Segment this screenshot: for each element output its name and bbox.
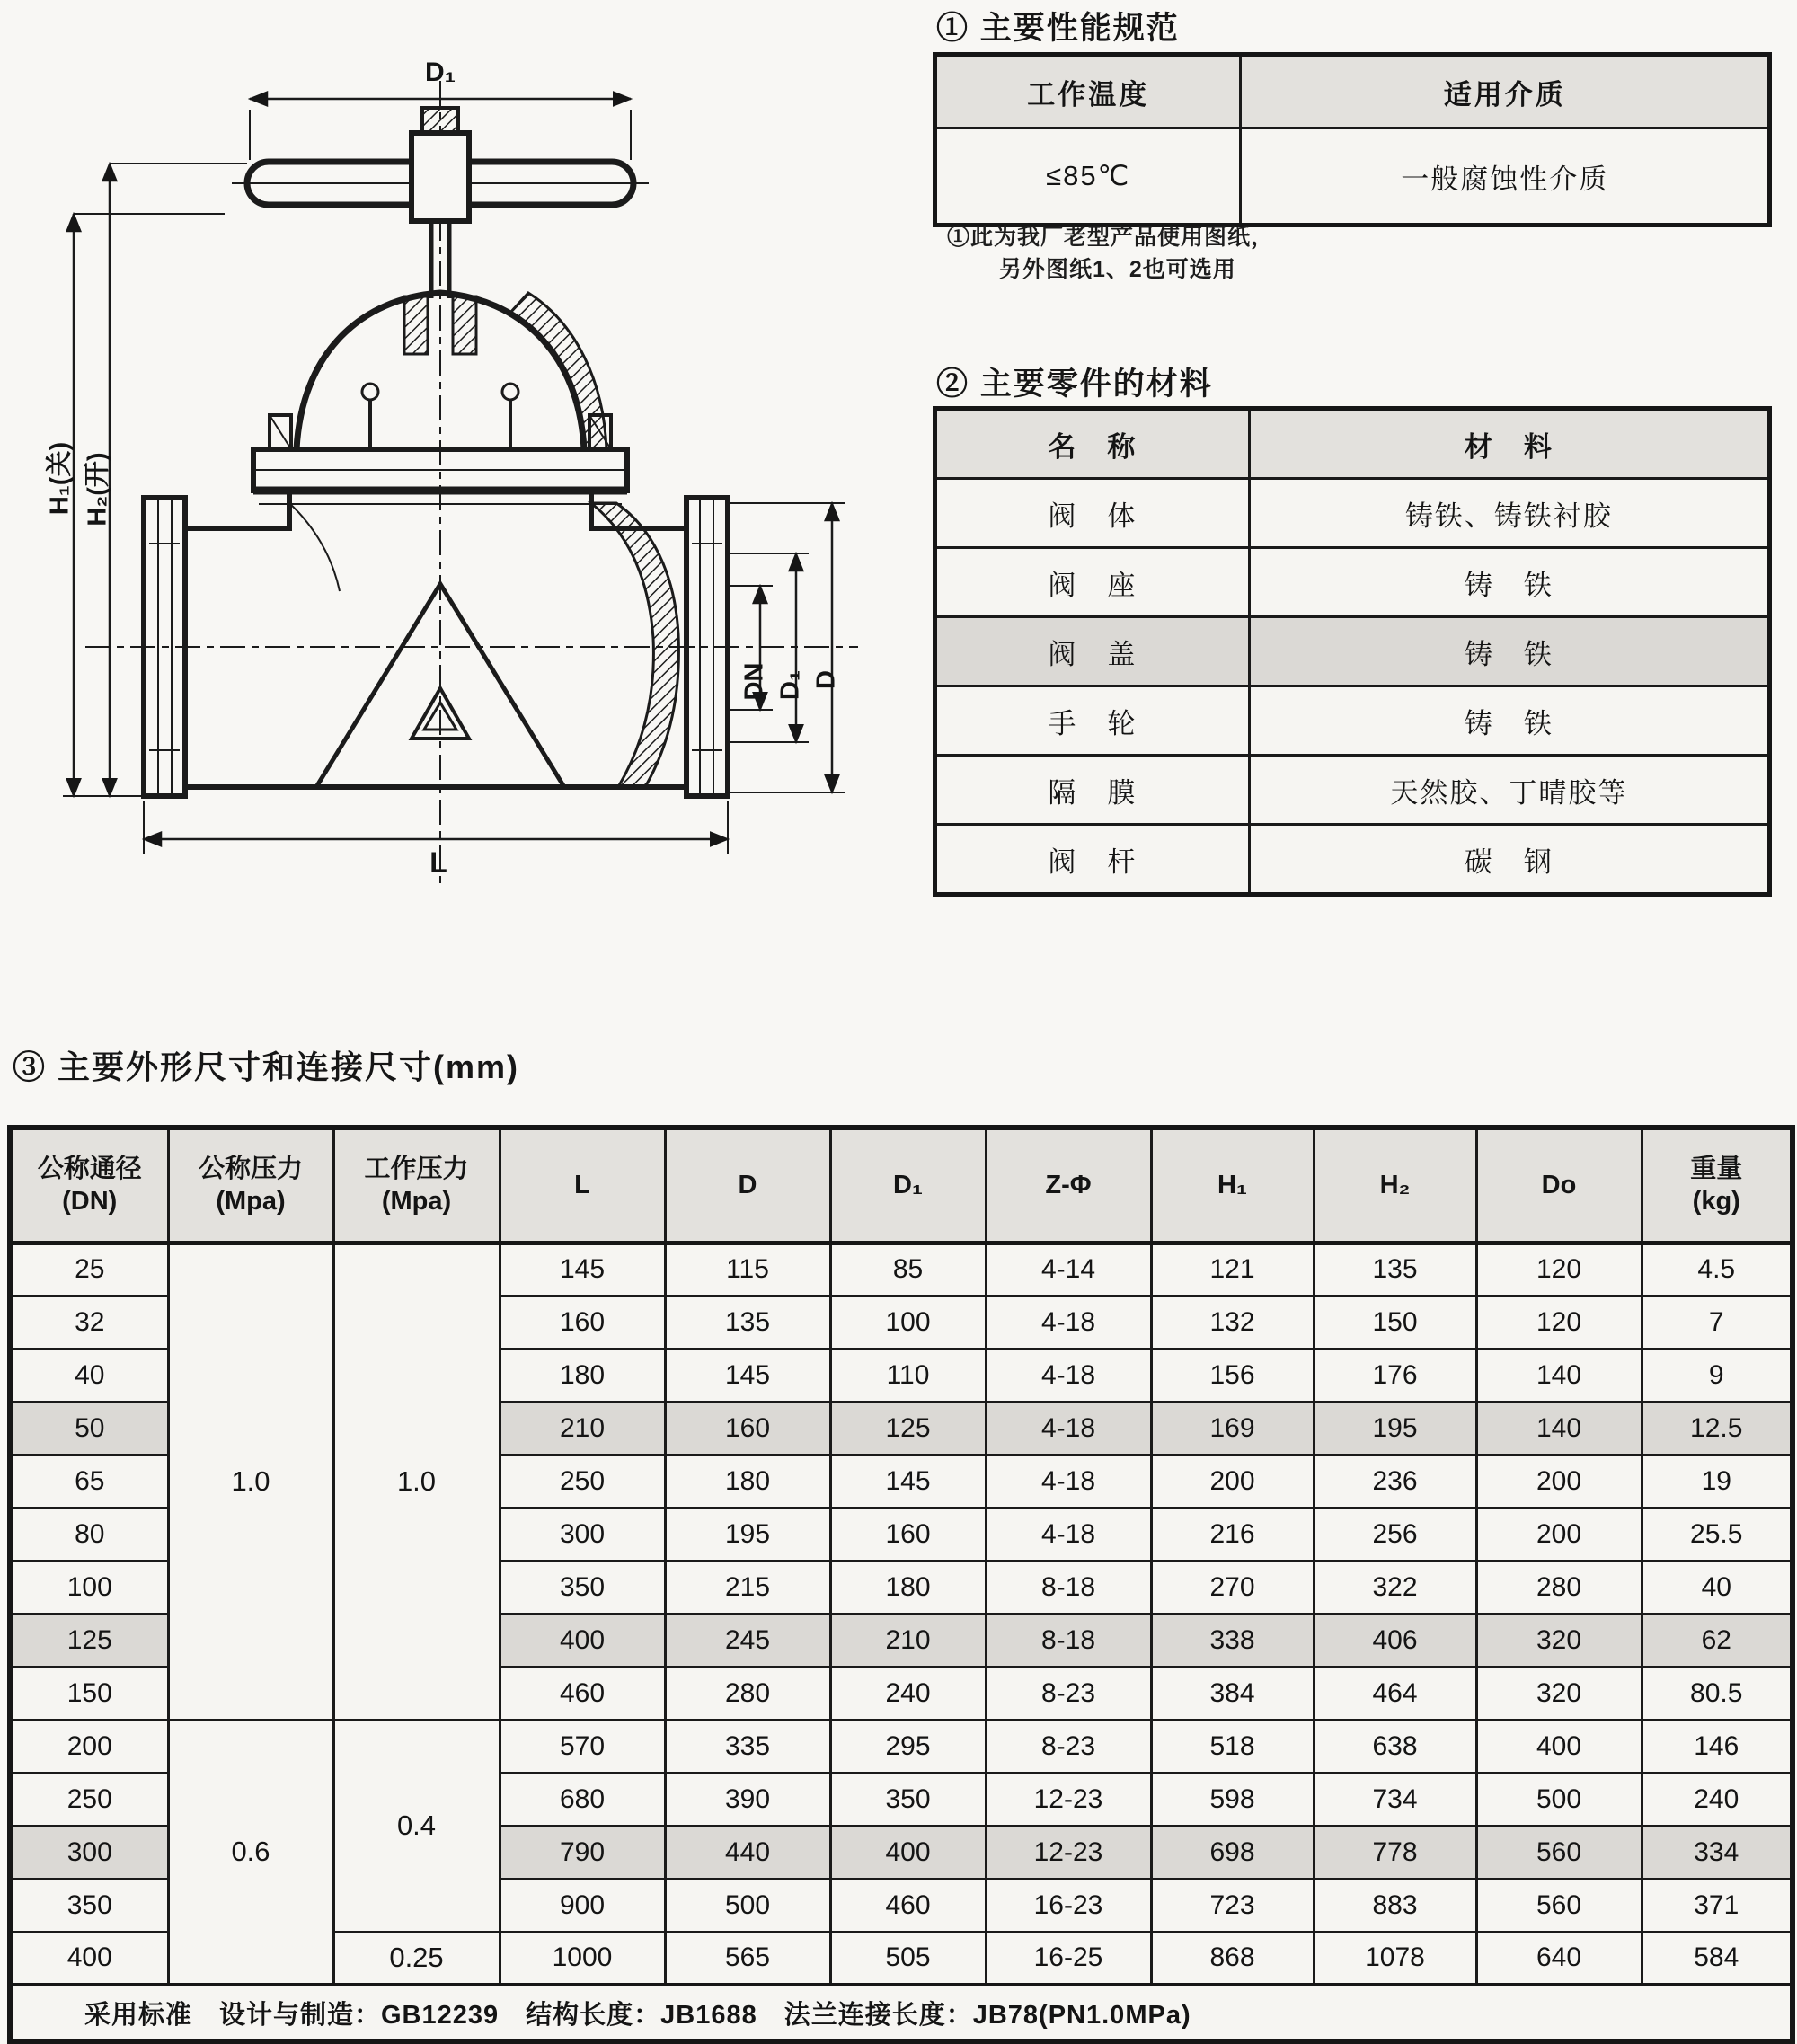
dim-table-cell: 9 [1642,1349,1793,1402]
dim-table-cell: 883 [1314,1879,1476,1932]
dim-table-cell: 8-18 [986,1561,1151,1614]
dim-table-cell: 80.5 [1642,1667,1793,1720]
performance-header-row [935,55,1770,128]
dim-table-cell: 565 [665,1932,830,1985]
footnote-line-1: ①此为我厂老型产品使用图纸， [947,225,1275,250]
dim-table-cell: 180 [500,1349,665,1402]
dim-table-cell: 16-25 [986,1932,1151,1985]
dim-table-cell: 125 [830,1402,986,1455]
dim-table-cell: 200 [1151,1455,1314,1508]
dim-table-cell: 0.25 [333,1932,500,1985]
material-part-name: 阀 杆 [935,825,1250,895]
dim-table-cell: 322 [1314,1561,1476,1614]
dim-table-cell: 195 [1314,1402,1476,1455]
dim-table-cell: 169 [1151,1402,1314,1455]
dim-table-cell: 371 [1642,1879,1793,1932]
dim-table-cell: 350 [500,1561,665,1614]
valve-drawing [18,27,881,925]
dim-table-cell: 4-18 [986,1508,1151,1561]
dim-table-cell: 250 [10,1773,168,1826]
dim-table-cell: 156 [1151,1349,1314,1402]
dim-table-cell: 80 [10,1508,168,1561]
dim-table-cell: 4-18 [986,1349,1151,1402]
dim-table-cell: 40 [10,1349,168,1402]
dim-table-cell: 4-14 [986,1243,1151,1296]
dim-table-cell: 110 [830,1349,986,1402]
dim-table-cell: 778 [1314,1826,1476,1879]
dim-table-cell: 518 [1151,1720,1314,1773]
material-part-material: 铸 铁 [1249,617,1769,686]
dim-table-cell: 335 [665,1720,830,1773]
section-title-materials: ② 主要零件的材料 [936,367,1213,402]
dim-table-cell: 12-23 [986,1773,1151,1826]
dim-table-cell: 400 [1476,1720,1642,1773]
dim-table-cell: 460 [830,1879,986,1932]
dim-table-cell: 338 [1151,1614,1314,1667]
dim-table-cell: 19 [1642,1455,1793,1508]
perf-value-media: 一般腐蚀性介质 [1241,128,1770,226]
dim-table-cell: 125 [10,1614,168,1667]
dim-table-cell: 50 [10,1402,168,1455]
dim-table-cell: 210 [500,1402,665,1455]
dim-label-h2-open: H₂(开) [83,452,112,526]
dim-label-d1-top: D₁ [424,58,456,87]
dim-table-cell: 245 [665,1614,830,1667]
material-part-name: 阀 座 [935,548,1250,617]
dim-table-cell: 560 [1476,1826,1642,1879]
dim-table-cell: 334 [1642,1826,1793,1879]
dim-table-cell: 176 [1314,1349,1476,1402]
dim-table-cell: 25.5 [1642,1508,1793,1561]
materials-header-row [935,409,1770,479]
dim-table-cell: 1.0 [333,1243,500,1720]
dim-label-h1-closed: H₁(关) [45,441,75,516]
dim-table-cell: 4-18 [986,1402,1151,1455]
dim-table-cell: 400 [500,1614,665,1667]
dim-table-cell: 790 [500,1826,665,1879]
dim-table-cell: 32 [10,1296,168,1349]
material-part-material: 天然胶、丁晴胶等 [1249,756,1769,825]
dim-table-cell: 150 [1314,1296,1476,1349]
materials-row-body [935,479,1770,548]
materials-row-bonnet [935,617,1770,686]
dim-table-cell: 115 [665,1243,830,1296]
dim-table-cell: 460 [500,1667,665,1720]
dim-col-header: 公称压力 (Mpa) [168,1128,333,1243]
dim-header-row [10,1128,1793,1243]
dim-col-header: H₂ [1314,1128,1476,1243]
dim-table-cell: 25 [10,1243,168,1296]
dim-table-cell: 500 [1476,1773,1642,1826]
dim-table-cell: 300 [500,1508,665,1561]
section-title-performance: ① 主要性能规范 [936,11,1180,46]
material-part-material: 碳 钢 [1249,825,1769,895]
dim-table-cell: 638 [1314,1720,1476,1773]
dim-col-header: Z-Φ [986,1128,1151,1243]
dim-table-cell: 210 [830,1614,986,1667]
dim-table-cell: 256 [1314,1508,1476,1561]
perf-header-temperature: 工作温度 [935,55,1241,128]
dim-table-cell: 270 [1151,1561,1314,1614]
dim-table-cell: 570 [500,1720,665,1773]
dim-col-header: H₁ [1151,1128,1314,1243]
dim-label-dn: DN [739,662,769,701]
dim-table-cell: 505 [830,1932,986,1985]
dim-table-cell: 734 [1314,1773,1476,1826]
dim-label-d-outer: D [811,670,841,689]
dim-table-cell: 240 [830,1667,986,1720]
dim-table-cell: 200 [1476,1455,1642,1508]
material-part-material: 铸 铁 [1249,686,1769,756]
standards-footer-row [10,1985,1793,2041]
dim-table-cell: 200 [10,1720,168,1773]
dim-table-cell: 4-18 [986,1296,1151,1349]
dim-table-cell: 146 [1642,1720,1793,1773]
dim-table-cell: 4-18 [986,1455,1151,1508]
dim-table-cell: 868 [1151,1932,1314,1985]
dim-table-cell: 440 [665,1826,830,1879]
dim-table-cell: 135 [1314,1243,1476,1296]
materials-table [933,406,1772,897]
dim-table-cell: 120 [1476,1296,1642,1349]
valve-drawing-area [18,27,881,925]
dim-table-cell: 280 [665,1667,830,1720]
dim-table-cell: 8-23 [986,1667,1151,1720]
dim-table-cell: 400 [10,1932,168,1985]
footnote [947,221,1274,287]
dim-table-cell: 12-23 [986,1826,1151,1879]
dim-table-cell: 180 [830,1561,986,1614]
dim-table-cell: 160 [665,1402,830,1455]
dim-table-cell: 295 [830,1720,986,1773]
dim-table-cell: 195 [665,1508,830,1561]
dim-table-cell: 145 [500,1243,665,1296]
dim-table-cell: 145 [830,1455,986,1508]
section-title-dimensions: ③ 主要外形尺寸和连接尺寸(mm) [13,1049,519,1085]
dim-table-cell: 7 [1642,1296,1793,1349]
dim-table-cell: 215 [665,1561,830,1614]
materials-header-name: 名 称 [935,409,1250,479]
performance-value-row [935,128,1770,226]
dim-col-header: 公称通径 (DN) [10,1128,168,1243]
dim-table-cell: 150 [10,1667,168,1720]
dim-table-cell: 390 [665,1773,830,1826]
dim-col-header: D [665,1128,830,1243]
dimensions-table [7,1125,1795,2044]
dim-table-cell: 100 [10,1561,168,1614]
dim-table-cell: 62 [1642,1614,1793,1667]
dim-table-cell: 200 [1476,1508,1642,1561]
material-part-name: 隔 膜 [935,756,1250,825]
dim-table-cell: 121 [1151,1243,1314,1296]
dim-table-cell: 8-18 [986,1614,1151,1667]
dim-table-cell: 1.0 [168,1243,333,1720]
dim-table-cell: 140 [1476,1349,1642,1402]
performance-table [933,52,1772,227]
material-part-name: 手 轮 [935,686,1250,756]
dim-label-d1-right: D₁ [775,670,805,700]
dim-label-l: L [429,846,447,879]
materials-row-handwheel [935,686,1770,756]
dim-table-cell: 16-23 [986,1879,1151,1932]
dim-table-cell: 145 [665,1349,830,1402]
dim-table-cell: 1000 [500,1932,665,1985]
dim-table-cell: 464 [1314,1667,1476,1720]
standards-footer: 采用标准 设计与制造：GB12239 结构长度：JB1688 法兰连接长度：JB78(PN1.0MPa) [10,1985,1793,2041]
dim-table-cell: 406 [1314,1614,1476,1667]
dim-table-cell: 160 [830,1508,986,1561]
dim-table-cell: 384 [1151,1667,1314,1720]
dim-col-header: Do [1476,1128,1642,1243]
dim-table-cell: 85 [830,1243,986,1296]
materials-header-material: 材 料 [1249,409,1769,479]
perf-header-media: 适用介质 [1241,55,1770,128]
dim-table-cell: 140 [1476,1402,1642,1455]
dim-table-cell: 500 [665,1879,830,1932]
dimensions-table-body [10,1243,1793,1985]
material-part-material: 铸铁、铸铁衬胶 [1249,479,1769,548]
dim-table-cell: 135 [665,1296,830,1349]
dim-table-cell: 100 [830,1296,986,1349]
dim-table-cell: 320 [1476,1614,1642,1667]
dim-table-cell: 236 [1314,1455,1476,1508]
dim-table-cell: 120 [1476,1243,1642,1296]
dim-table-cell: 216 [1151,1508,1314,1561]
dim-table-row [10,1243,1793,1296]
dim-table-cell: 0.4 [333,1720,500,1932]
perf-value-temperature: ≤85℃ [935,128,1241,226]
dim-table-cell: 250 [500,1455,665,1508]
dim-col-header: L [500,1128,665,1243]
material-part-name: 阀 体 [935,479,1250,548]
dim-table-cell: 12.5 [1642,1402,1793,1455]
materials-row-seat [935,548,1770,617]
dim-table-cell: 900 [500,1879,665,1932]
dim-table-cell: 723 [1151,1879,1314,1932]
dim-table-cell: 132 [1151,1296,1314,1349]
dim-table-cell: 584 [1642,1932,1793,1985]
dim-table-cell: 300 [10,1826,168,1879]
dim-col-header: D₁ [830,1128,986,1243]
spec-panel [925,0,1779,1033]
dim-col-header: 工作压力 (Mpa) [333,1128,500,1243]
dim-col-header: 重量 (kg) [1642,1128,1793,1243]
dim-table-cell: 160 [500,1296,665,1349]
material-part-material: 铸 铁 [1249,548,1769,617]
dim-table-cell: 65 [10,1455,168,1508]
dim-table-cell: 400 [830,1826,986,1879]
dim-table-cell: 240 [1642,1773,1793,1826]
dim-table-cell: 280 [1476,1561,1642,1614]
dim-table-row [10,1720,1793,1773]
dim-table-cell: 680 [500,1773,665,1826]
dim-table-cell: 698 [1151,1826,1314,1879]
dim-table-cell: 320 [1476,1667,1642,1720]
dim-table-cell: 598 [1151,1773,1314,1826]
dim-table-cell: 180 [665,1455,830,1508]
dim-table-cell: 640 [1476,1932,1642,1985]
materials-row-stem [935,825,1770,895]
dim-table-cell: 560 [1476,1879,1642,1932]
dim-table-cell: 4.5 [1642,1243,1793,1296]
material-part-name: 阀 盖 [935,617,1250,686]
dim-table-cell: 1078 [1314,1932,1476,1985]
dim-table-cell: 0.6 [168,1720,333,1985]
dim-table-cell: 350 [830,1773,986,1826]
footnote-line-2: 另外图纸1、2也可选用 [999,257,1236,283]
dim-table-cell: 350 [10,1879,168,1932]
dim-table-cell: 40 [1642,1561,1793,1614]
materials-row-diaphragm [935,756,1770,825]
dim-table-cell: 8-23 [986,1720,1151,1773]
